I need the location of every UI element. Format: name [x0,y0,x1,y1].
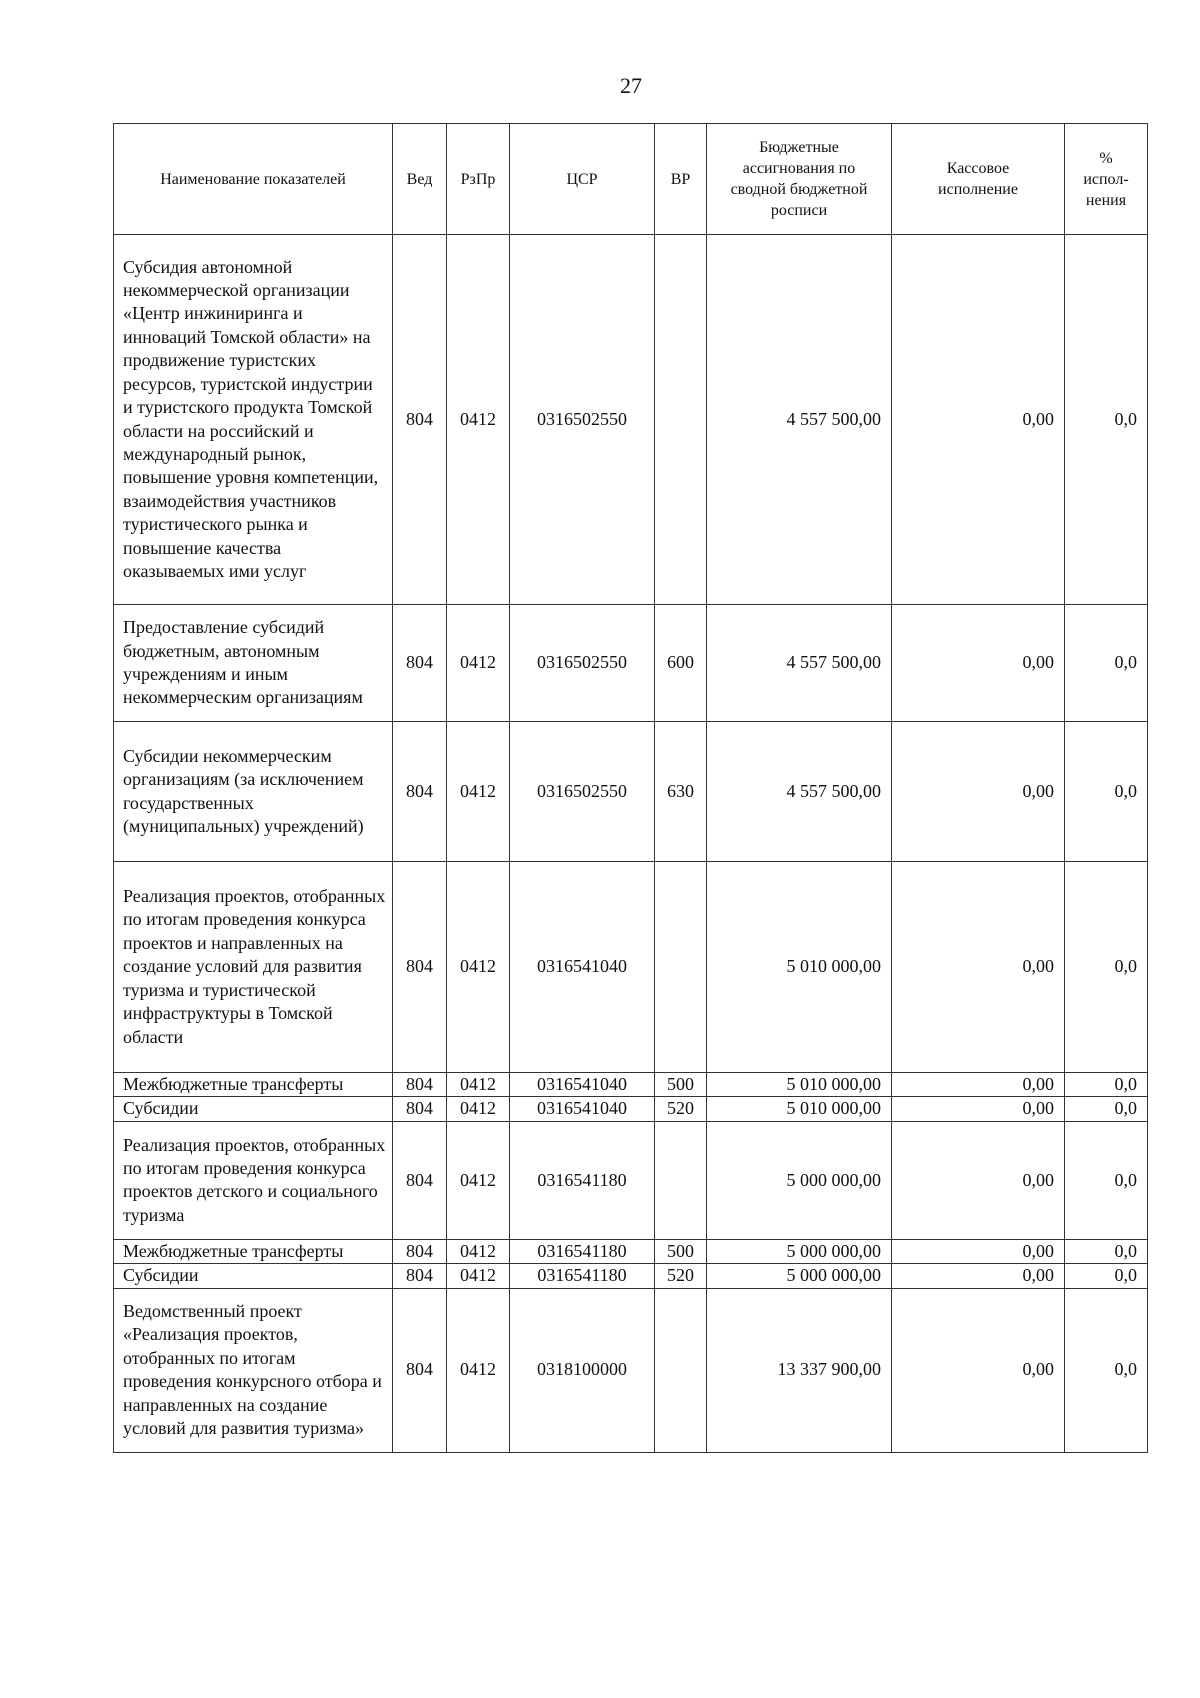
row-name: Межбюджетные трансферты [114,1239,393,1263]
header-name: Наименование показателей [114,124,393,235]
row-name: Субсидия автономной некоммерческой организации «Центр инжиниринга и инноваций Томской области» на продвижение туристских ресурсов, туристской индустрии и туристского продукта Томской области на российский и международный рынок, повышение уровня компетенции, взаимодействия участников туристического рынка и повышение качества оказываемых ими услуг [114,235,393,605]
page-number: 27 [620,73,642,98]
row-cash: 0,00 [892,1097,1065,1121]
header-vr: ВР [655,124,707,235]
row-budget: 5 000 000,00 [707,1121,892,1239]
row-percent: 0,0 [1065,1239,1148,1263]
row-rzpr: 0412 [447,1288,510,1452]
row-budget: 5 010 000,00 [707,1097,892,1121]
row-percent: 0,0 [1065,235,1148,605]
row-percent: 0,0 [1065,1121,1148,1239]
row-name: Субсидии [114,1264,393,1288]
row-csr: 0316541040 [510,1097,655,1121]
table-row [114,722,1148,862]
table-row [114,1121,1148,1239]
row-csr: 0316502550 [510,722,655,862]
row-vr: 520 [655,1264,707,1288]
row-rzpr: 0412 [447,1097,510,1121]
row-rzpr: 0412 [447,1239,510,1263]
row-ved: 804 [393,1073,447,1097]
row-percent: 0,0 [1065,722,1148,862]
row-ved: 804 [393,722,447,862]
table-row [114,1239,1148,1263]
row-percent: 0,0 [1065,1264,1148,1288]
row-csr: 0316502550 [510,235,655,605]
row-ved: 804 [393,235,447,605]
row-vr [655,862,707,1073]
row-csr: 0316541180 [510,1239,655,1263]
row-vr [655,235,707,605]
row-cash: 0,00 [892,722,1065,862]
row-ved: 804 [393,1239,447,1263]
row-rzpr: 0412 [447,1073,510,1097]
row-rzpr: 0412 [447,1264,510,1288]
row-budget: 5 010 000,00 [707,862,892,1073]
row-name: Реализация проектов, отобранных по итогам проведения конкурса проектов и направленных на создание условий для развития туризма и туристической инфраструктуры в Томской области [114,862,393,1073]
row-name: Реализация проектов, отобранных по итогам проведения конкурса проектов детского и социального туризма [114,1121,393,1239]
row-csr: 0318100000 [510,1288,655,1452]
row-csr: 0316502550 [510,605,655,722]
row-name: Ведомственный проект «Реализация проектов, отобранных по итогам проведения конкурсного отбора и направленных на создание условий для развития туризма» [114,1288,393,1452]
table-row [114,1097,1148,1121]
row-cash: 0,00 [892,1121,1065,1239]
row-csr: 0316541040 [510,1073,655,1097]
row-name: Субсидии некоммерческим организациям (за исключением государственных (муниципальных) учреждений) [114,722,393,862]
row-budget: 5 000 000,00 [707,1239,892,1263]
row-budget: 13 337 900,00 [707,1288,892,1452]
row-name: Межбюджетные трансферты [114,1073,393,1097]
row-percent: 0,0 [1065,1097,1148,1121]
table-row [114,862,1148,1073]
row-ved: 804 [393,1288,447,1452]
row-rzpr: 0412 [447,235,510,605]
table-row [114,1264,1148,1288]
table-row [114,1288,1148,1452]
row-ved: 804 [393,1264,447,1288]
row-ved: 804 [393,1097,447,1121]
row-vr: 500 [655,1239,707,1263]
header-csr: ЦСР [510,124,655,235]
header-percent: % испол-нения [1065,124,1148,235]
row-vr: 500 [655,1073,707,1097]
row-budget: 4 557 500,00 [707,722,892,862]
row-rzpr: 0412 [447,605,510,722]
table-row [114,605,1148,722]
row-cash: 0,00 [892,1288,1065,1452]
row-vr [655,1288,707,1452]
row-percent: 0,0 [1065,605,1148,722]
header-cash: Кассовое исполнение [892,124,1065,235]
row-cash: 0,00 [892,1239,1065,1263]
header-budget: Бюджетные ассигнования по сводной бюджетной росписи [707,124,892,235]
row-name: Предоставление субсидий бюджетным, автономным учреждениям и иным некоммерческим организациям [114,605,393,722]
header-ved: Вед [393,124,447,235]
budget-table [113,123,1148,1453]
row-budget: 5 010 000,00 [707,1073,892,1097]
row-cash: 0,00 [892,235,1065,605]
row-cash: 0,00 [892,605,1065,722]
row-vr [655,1121,707,1239]
row-percent: 0,0 [1065,862,1148,1073]
row-percent: 0,0 [1065,1288,1148,1452]
row-csr: 0316541180 [510,1264,655,1288]
row-rzpr: 0412 [447,1121,510,1239]
row-cash: 0,00 [892,1073,1065,1097]
table-row [114,1073,1148,1097]
row-rzpr: 0412 [447,862,510,1073]
row-percent: 0,0 [1065,1073,1148,1097]
row-csr: 0316541040 [510,862,655,1073]
row-vr: 630 [655,722,707,862]
row-budget: 4 557 500,00 [707,605,892,722]
header-row [114,124,1148,235]
row-name: Субсидии [114,1097,393,1121]
row-csr: 0316541180 [510,1121,655,1239]
row-cash: 0,00 [892,862,1065,1073]
table-row [114,235,1148,605]
row-cash: 0,00 [892,1264,1065,1288]
row-budget: 4 557 500,00 [707,235,892,605]
row-vr: 600 [655,605,707,722]
row-ved: 804 [393,1121,447,1239]
row-vr: 520 [655,1097,707,1121]
row-ved: 804 [393,605,447,722]
row-budget: 5 000 000,00 [707,1264,892,1288]
header-rzpr: РзПр [447,124,510,235]
row-ved: 804 [393,862,447,1073]
row-rzpr: 0412 [447,722,510,862]
